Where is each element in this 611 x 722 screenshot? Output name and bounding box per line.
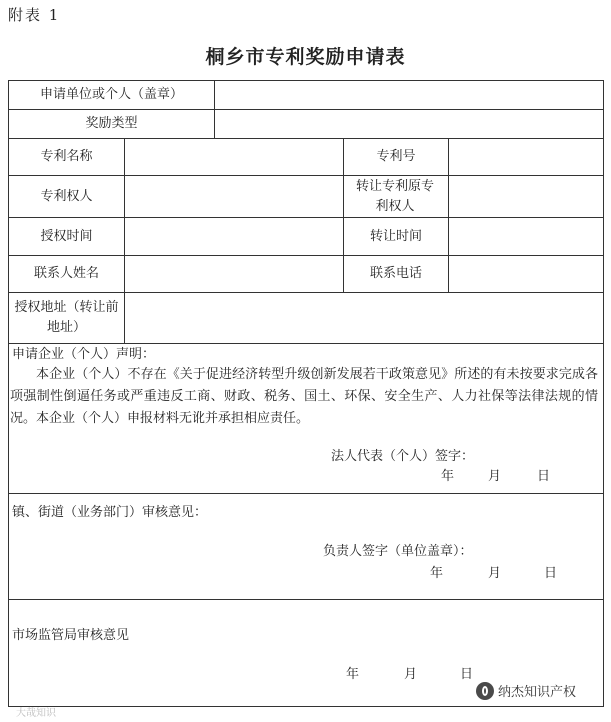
contact-phone-field[interactable] xyxy=(449,256,603,292)
town-review-date-day: 日 xyxy=(544,566,558,581)
declaration-date-day: 日 xyxy=(537,469,551,484)
market-review-date-day: 日 xyxy=(460,667,474,682)
town-review-date-month: 月 xyxy=(488,566,502,581)
watermark xyxy=(476,681,576,700)
applicant-field[interactable] xyxy=(215,81,603,109)
patent-number-label: 专利号 xyxy=(376,149,416,164)
award-type-field[interactable] xyxy=(215,110,603,138)
attachment-label: 附表 1 xyxy=(8,6,61,24)
patent-name-label: 专利名称 xyxy=(40,149,93,164)
responsible-signature-label: 负责人签字（单位盖章）： xyxy=(323,544,473,559)
grant-address-label: 授权地址（转让前地址） xyxy=(14,300,119,335)
row-divider xyxy=(8,493,604,494)
grant-address-field[interactable] xyxy=(125,293,603,343)
wechat-logo-icon xyxy=(476,682,494,700)
applicant-label: 申请单位或个人（盖章） xyxy=(39,87,183,102)
patent-name-field[interactable] xyxy=(125,139,343,175)
award-type-label: 奖励类型 xyxy=(85,116,138,131)
town-review-date-year: 年 xyxy=(430,566,444,581)
contact-phone-label: 联系电话 xyxy=(369,266,422,281)
row-divider xyxy=(8,599,604,600)
market-review-date-month: 月 xyxy=(404,667,418,682)
contact-name-field[interactable] xyxy=(125,256,343,292)
patent-number-field[interactable] xyxy=(449,139,603,175)
transfer-date-field[interactable] xyxy=(449,218,603,255)
original-patentee-field[interactable] xyxy=(449,176,603,217)
declaration-date-year: 年 xyxy=(441,469,455,484)
transfer-date-label: 转让时间 xyxy=(369,228,422,244)
contact-name-label: 联系人姓名 xyxy=(33,266,99,281)
patentee-field[interactable] xyxy=(125,176,343,217)
declaration-heading: 申请企业（个人）声明： xyxy=(12,347,156,362)
declaration-date-month: 月 xyxy=(488,469,502,484)
patentee-label: 专利权人 xyxy=(40,188,93,204)
declaration-body: 本企业（个人）不存在《关于促进经济转型升级创新发展若干政策意见》所述的有未按要求完成各项强制性倒逼任务或严重违反工商、财政、税务、国土、环保、安全生产、人力社保等法律法规的情况。本企业（个人）申报材料无讹并承担相应责任。 xyxy=(10,367,598,426)
town-review-heading: 镇、街道（业务部门）审核意见： xyxy=(12,505,208,520)
grant-date-field[interactable] xyxy=(125,218,343,255)
legal-rep-signature-label: 法人代表（个人）签字： xyxy=(331,449,475,464)
market-review-date-year: 年 xyxy=(346,667,360,682)
left-watermark-text: 大哉知识 xyxy=(16,708,56,719)
grant-date-label: 授权时间 xyxy=(40,228,93,244)
watermark-text: 纳杰知识产权 xyxy=(498,685,577,700)
page-title: 桐乡市专利奖励申请表 xyxy=(205,46,406,68)
market-review-heading: 市场监管局审核意见 xyxy=(12,628,130,643)
original-patentee-label: 转让专利原专利权人 xyxy=(355,178,434,214)
